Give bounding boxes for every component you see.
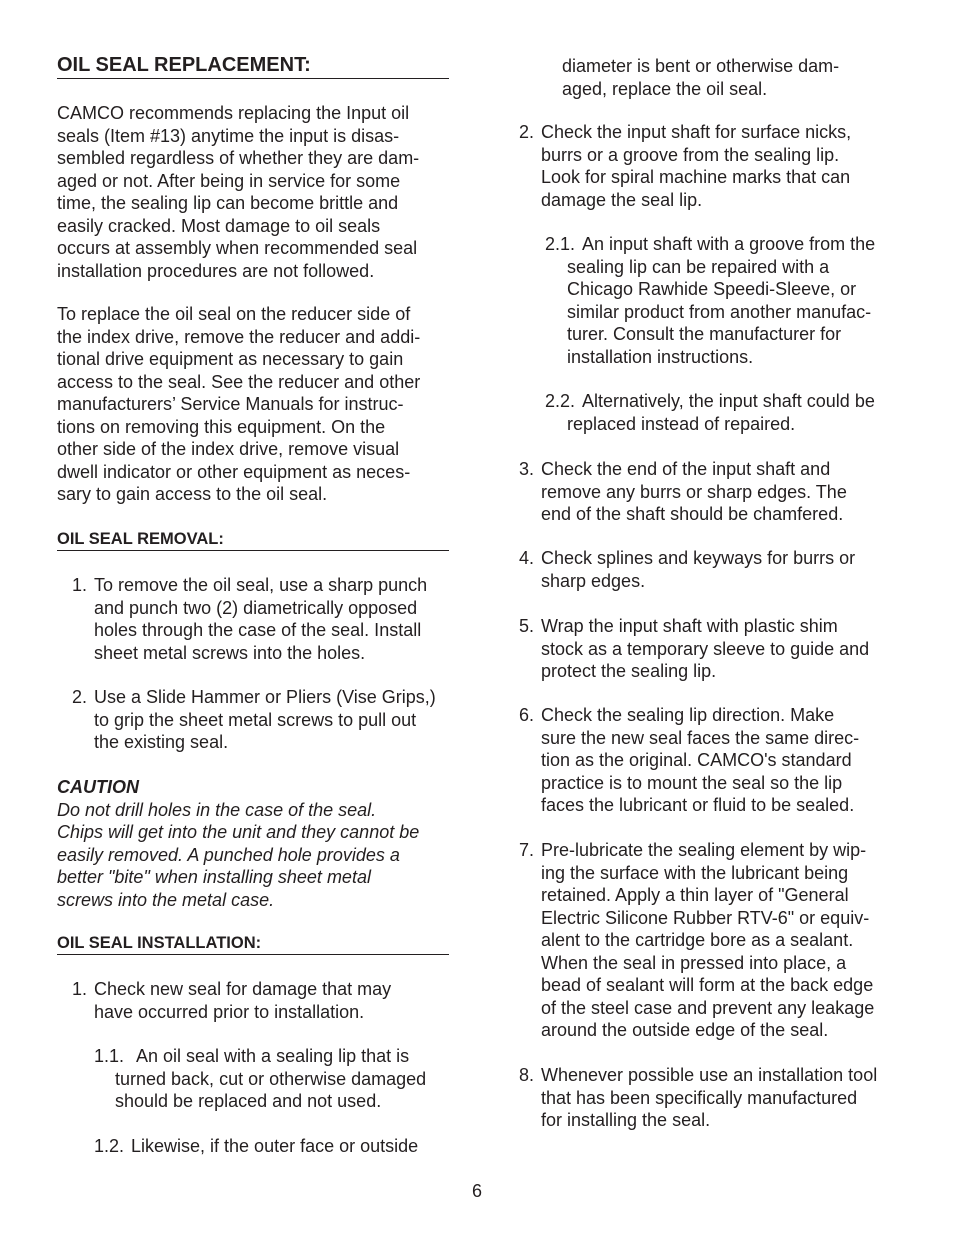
text-line: easily cracked. Most damage to oil seals [57, 215, 381, 236]
caution-heading: CAUTION [57, 777, 139, 797]
text-line: burrs or a groove from the sealing lip. [541, 144, 840, 165]
text-line: sembled regardless of whether they are dam- [57, 148, 420, 168]
text-line: Check new seal for damage that may [94, 979, 392, 999]
step-number: 8. [519, 1065, 535, 1085]
text-line: CAMCO recommends replacing the Input oil [57, 103, 410, 123]
step-number: 1. [72, 575, 88, 595]
step-number: 4. [519, 548, 535, 568]
text-line: installation instructions. [567, 346, 754, 367]
text-line: ing the surface with the lubricant being [541, 862, 849, 883]
step-number: 3. [519, 459, 535, 479]
text-line: stock as a temporary sleeve to guide and [541, 638, 870, 659]
text-line: easily removed. A punched hole provides a [57, 844, 400, 865]
step-number: 1.1. [94, 1046, 125, 1066]
step-number: 2.1. [545, 234, 576, 254]
text-line: Check the sealing lip direction. Make [541, 705, 835, 725]
text-line: around the outside edge of the seal. [541, 1020, 829, 1040]
step-number: 1.2. [94, 1136, 125, 1156]
text-line: other side of the index drive, remove visual [57, 439, 400, 459]
text-line: Chicago Rawhide Speedi-Sleeve, or [567, 279, 857, 299]
text-line: manufacturers’ Service Manuals for instruc- [57, 394, 404, 414]
text-line: sealing lip can be repaired with a [567, 256, 830, 277]
text-line: sharp edges. [541, 570, 646, 591]
text-line: tion as the original. CAMCO's standard [541, 750, 852, 770]
text-line: Chips will get into the unit and they cannot be [57, 822, 420, 842]
text-line: screws into the metal case. [57, 889, 275, 910]
step-number: 2. [519, 122, 535, 142]
text-line: sheet metal screws into the holes. [94, 642, 366, 663]
text-line: and punch two (2) diametrically opposed [94, 597, 418, 618]
section-title: OIL SEAL REPLACEMENT: [57, 53, 449, 79]
text-line: diameter is bent or otherwise dam- [562, 56, 840, 76]
installation-heading: OIL SEAL INSTALLATION: [57, 933, 449, 955]
text-line: aged, replace the oil seal. [562, 78, 768, 99]
step-number: 6. [519, 705, 535, 725]
removal-heading: OIL SEAL REMOVAL: [57, 529, 449, 551]
text-line: Do not drill holes in the case of the seal. [57, 799, 377, 820]
text-line: that has been specifically manufactured [541, 1087, 858, 1108]
intro-paragraph [57, 102, 419, 282]
text-line: holes through the case of the seal. Install [94, 620, 422, 640]
text-line: time, the sealing lip can become brittle and [57, 193, 399, 213]
step-number: 7. [519, 840, 535, 860]
text-line: Check the input shaft for surface nicks, [541, 122, 852, 142]
text-line: the existing seal. [94, 732, 229, 752]
text-line: end of the shaft should be chamfered. [541, 504, 844, 524]
text-line: aged or not. After being in service for some [57, 170, 401, 191]
text-line: Use a Slide Hammer or Pliers (Vise Grips,) [94, 687, 436, 707]
text-line: replaced instead of repaired. [567, 413, 796, 434]
caution-note [57, 776, 419, 911]
text-line: An input shaft with a groove from the [582, 234, 876, 254]
text-line: should be replaced and not used. [115, 1091, 382, 1111]
step-number: 1. [72, 979, 88, 999]
text-line: faces the lubricant or fluid to be sealed. [541, 795, 855, 815]
continued-step-1-2 [562, 55, 839, 100]
text-line: remove any burrs or sharp edges. The [541, 481, 847, 502]
text-line: have occurred prior to installation. [94, 1001, 365, 1022]
page-number: 6 [471, 1181, 482, 1201]
text-line: tional drive equipment as necessary to gain [57, 349, 404, 369]
text-line: to grip the sheet metal screws to pull out [94, 709, 417, 730]
text-line: sure the new seal faces the same direc- [541, 727, 860, 748]
text-line: Check the end of the input shaft and [541, 459, 831, 479]
step-number: 2.2. [545, 391, 576, 411]
text-line: Likewise, if the outer face or outside [131, 1136, 419, 1156]
text-line: Electric Silicone Rubber RTV-6" or equiv- [541, 907, 870, 928]
text-line: practice is to mount the seal so the lip [541, 772, 843, 793]
text-line: Pre-lubricate the sealing element by wip- [541, 840, 867, 860]
text-line: retained. Apply a thin layer of "General [541, 885, 849, 905]
text-line: To replace the oil seal on the reducer side of [57, 304, 411, 324]
text-line: sary to gain access to the oil seal. [57, 484, 328, 504]
text-line: bead of sealant will form at the back edge [541, 975, 874, 995]
text-line: turned back, cut or otherwise damaged [115, 1068, 427, 1089]
text-line: the index drive, remove the reducer and addi- [57, 326, 421, 347]
text-line: Alternatively, the input shaft could be [582, 391, 875, 411]
text-line: Check splines and keyways for burrs or [541, 548, 856, 568]
step-number: 5. [519, 616, 535, 636]
text-line: for installing the seal. [541, 1110, 711, 1130]
step-number: 2. [72, 687, 88, 707]
text-line: occurs at assembly when recommended seal [57, 238, 418, 258]
text-line: seals (Item #13) anytime the input is disas- [57, 125, 400, 146]
replace-paragraph [57, 303, 420, 506]
text-line: damage the seal lip. [541, 189, 703, 210]
text-line: To remove the oil seal, use a sharp punch [94, 575, 428, 595]
text-line: installation procedures are not followed. [57, 260, 375, 281]
text-line: Look for spiral machine marks that can [541, 167, 851, 187]
text-line: Whenever possible use an installation tool [541, 1065, 878, 1085]
text-line: Wrap the input shaft with plastic shim [541, 616, 838, 636]
text-line: access to the seal. See the reducer and other [57, 371, 421, 392]
text-line: alent to the cartridge bore as a sealant. [541, 930, 854, 950]
text-line: similar product from another manufac- [567, 301, 872, 322]
text-line: better "bite" when installing sheet metal [57, 867, 371, 887]
text-line: protect the sealing lip. [541, 661, 717, 681]
text-line: An oil seal with a sealing lip that is [136, 1046, 410, 1066]
text-line: of the steel case and prevent any leakage [541, 997, 875, 1018]
text-line: When the seal in pressed into place, a [541, 952, 847, 973]
text-line: dwell indicator or other equipment as neces- [57, 461, 411, 482]
text-line: tions on removing this equipment. On the [57, 416, 386, 437]
text-line: turer. Consult the manufacturer for [567, 324, 842, 344]
